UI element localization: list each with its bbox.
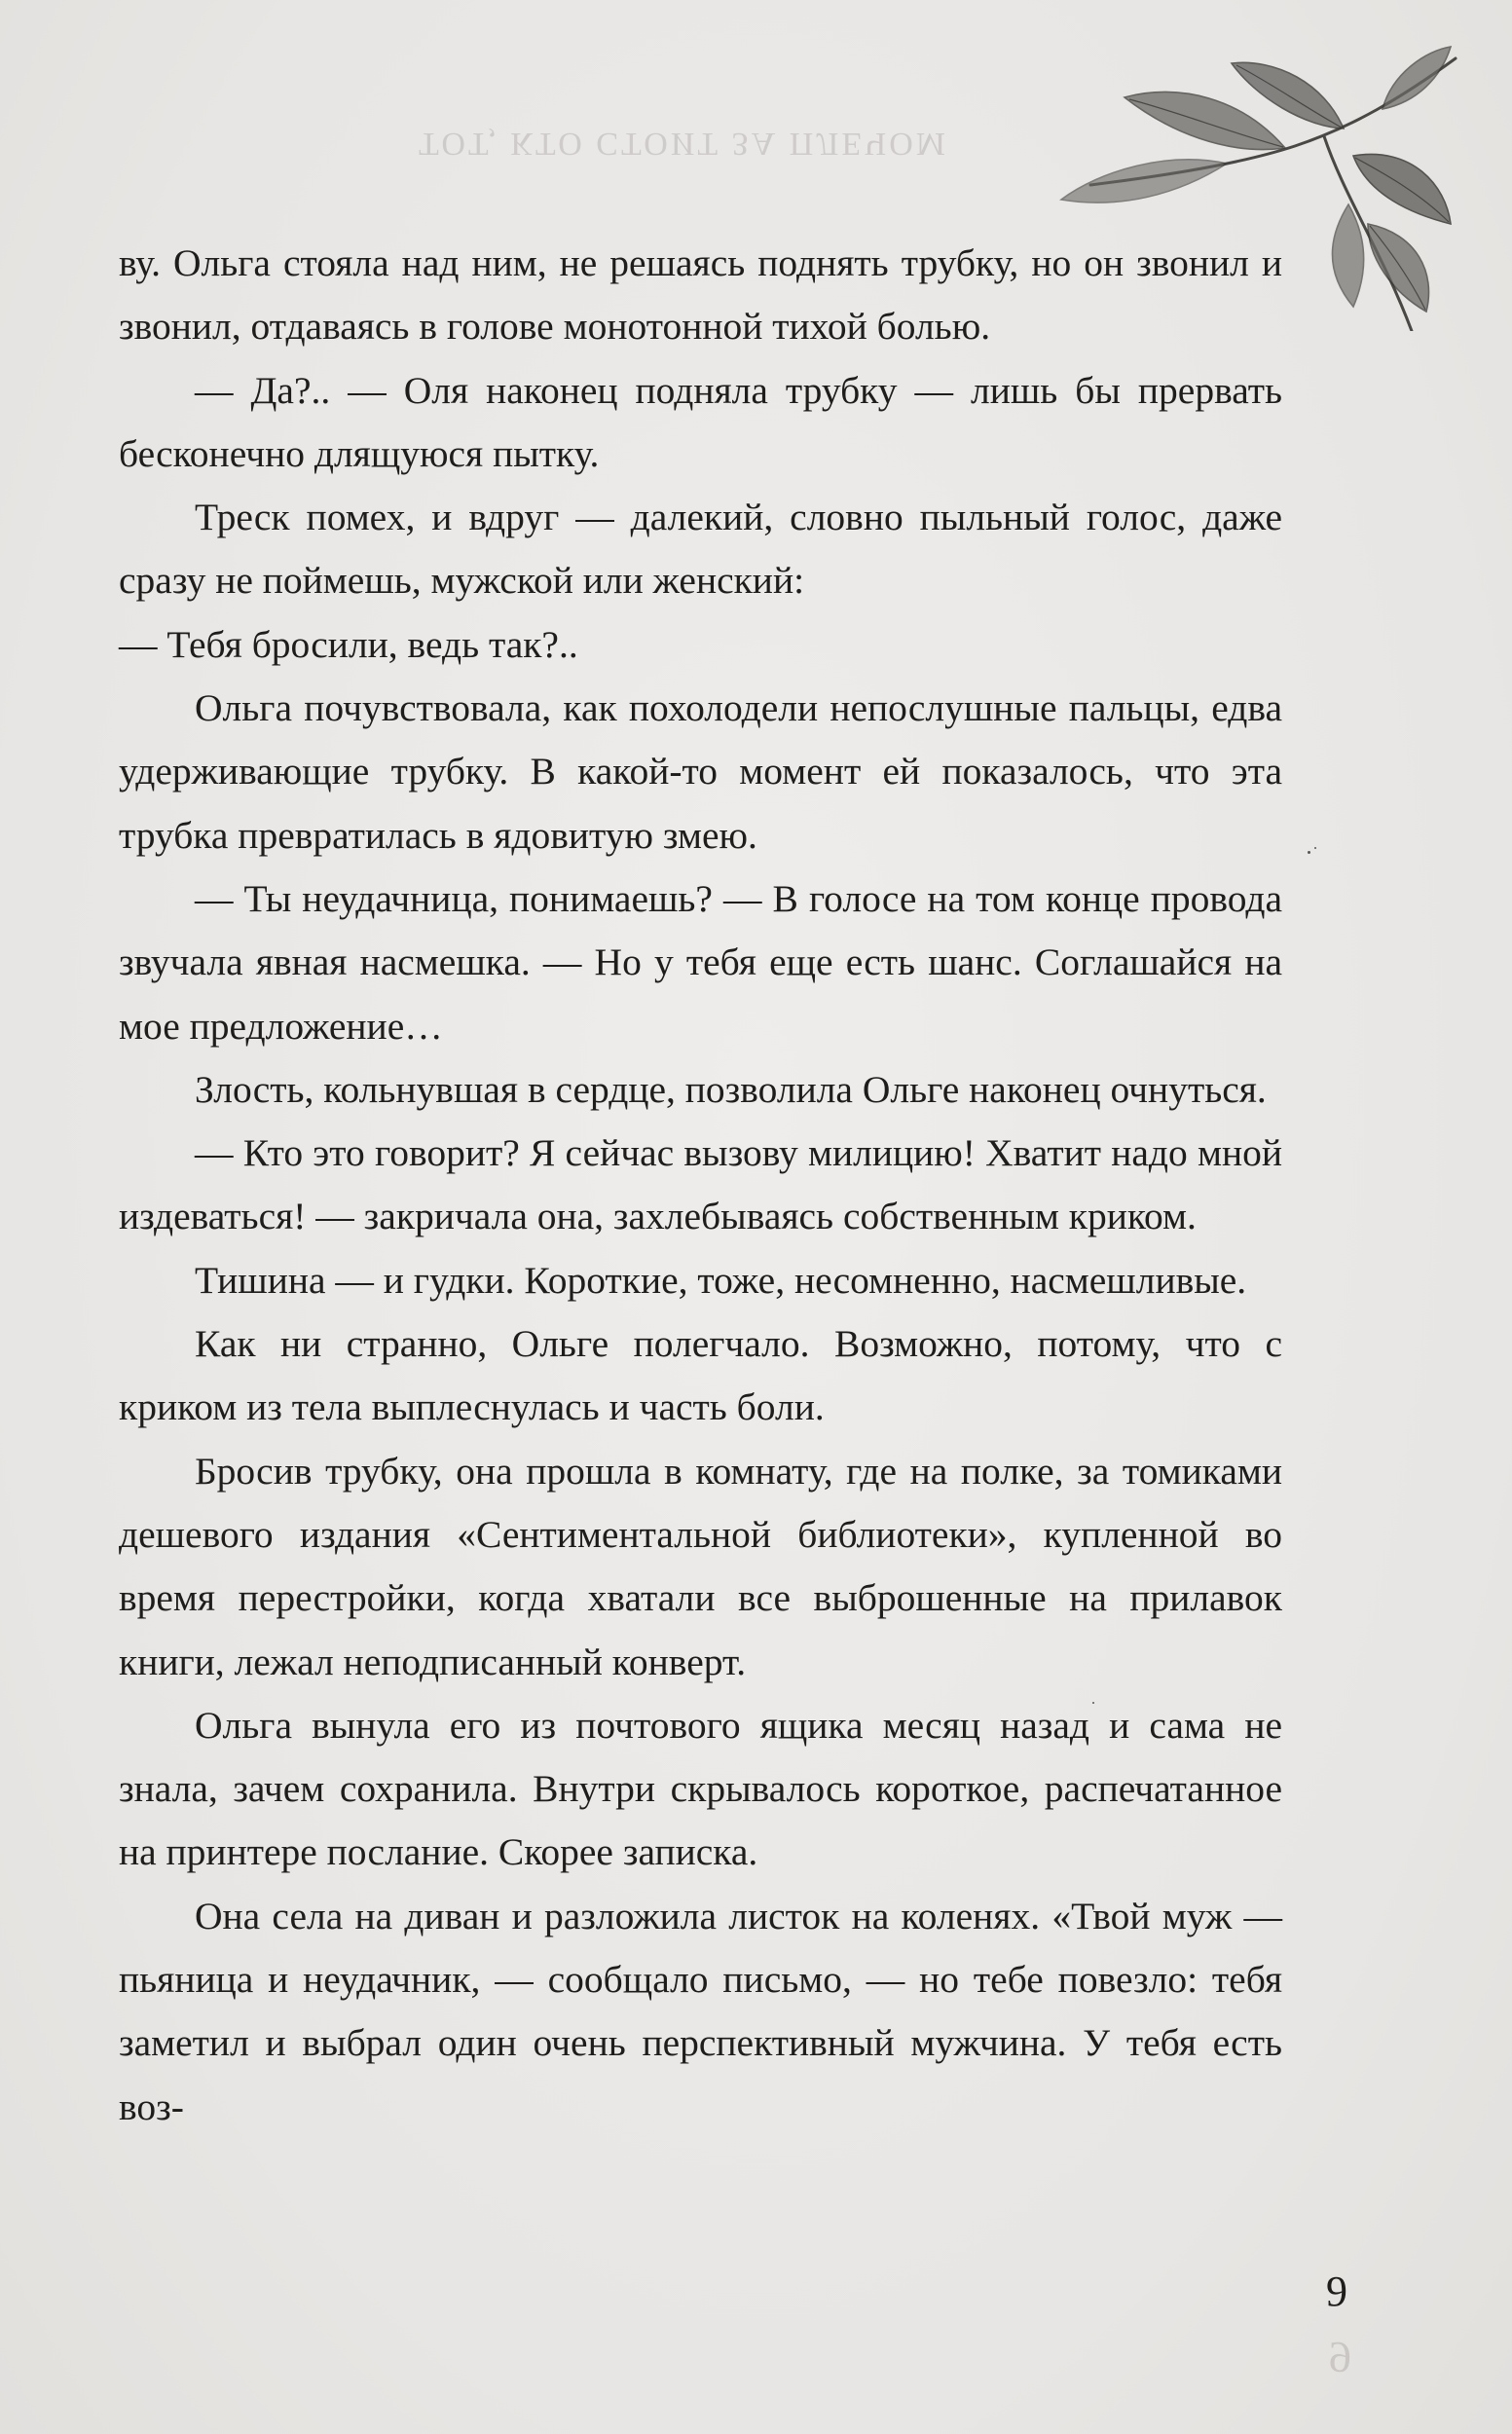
page-number: 9: [1326, 2268, 1347, 2315]
paragraph-7: Злость, кольнувшая в сердце, позволила Ольге наконец очнуться.: [195, 1067, 1267, 1111]
paragraph-8: — Кто это говорит? Я сейчас вызову милицию! Хватит надо мной издеваться! — закричала она, захлебываясь собственным криком.: [119, 1131, 1282, 1238]
paragraph-1: ву. Ольга стояла над ним, не решаясь поднять трубку, но он звонил и звонил, отдаваясь в голове монотонной тихой болью.: [119, 241, 1282, 349]
paper-speck: [1314, 847, 1316, 849]
paragraph-10: Как ни странно, Ольге полегчало. Возможно, потому, что с криком из тела выплеснулась и часть боли.: [119, 1322, 1282, 1429]
paragraph-11: Бросив трубку, она прошла в комнату, где на полке, за томиками дешевого издания «Сентиментальной библиотеки», купленной во время перестройки, когда хватали все выброшенные на прилавок книги, лежал неподписанный конверт.: [119, 1449, 1282, 1683]
paragraph-9: Тишина — и гудки. Короткие, тоже, несомненно, насмешливые.: [195, 1258, 1247, 1302]
paragraph-4: — Тебя бросили, ведь так?..: [119, 622, 578, 666]
paragraph-2: — Да?.. — Оля наконец подняла трубку — лишь бы прервать бесконечно длящуюся пытку.: [119, 368, 1282, 475]
paragraph-12: Ольга вынула его из почтового ящика месяц назад и сама не знала, зачем сохранила. Внутри скрывалось короткое, распечатанное на принтере послание. Скорее записка.: [119, 1703, 1282, 1874]
paper-speck: [1092, 1702, 1094, 1704]
paragraph-3: Треск помех, и вдруг — далекий, словно пыльный голос, даже сразу не поймешь, мужской или женский:: [119, 496, 1282, 603]
paragraph-6: — Ты неудачница, понимаешь? — В голосе на том конце провода звучала явная насмешка. — Но у тебя еще есть шанс. Соглашайся на мое предложение…: [119, 876, 1282, 1048]
paragraph-5: Ольга почувствовала, как похолодели непослушные пальцы, едва удерживающие трубку. В какой-то момент ей показалось, что эта трубка превратилась в ядовитую змею.: [119, 686, 1282, 857]
body-text: [119, 232, 1282, 2139]
paragraph-13: Она села на диван и разложила листок на коленях. «Твой муж — пьяница и неудачник, — сообщало письмо, — но тебе повезло: тебя заметил и выбрал один очень перспективный мужчина. У тебя есть воз-: [119, 1894, 1282, 2128]
bleed-through-header: ТОТ, КТО СТОИТ ЗА ПЛЕЧОМ: [419, 126, 949, 162]
bleed-through-page-number: 9: [1329, 2333, 1354, 2382]
paper-speck: [1308, 851, 1310, 854]
